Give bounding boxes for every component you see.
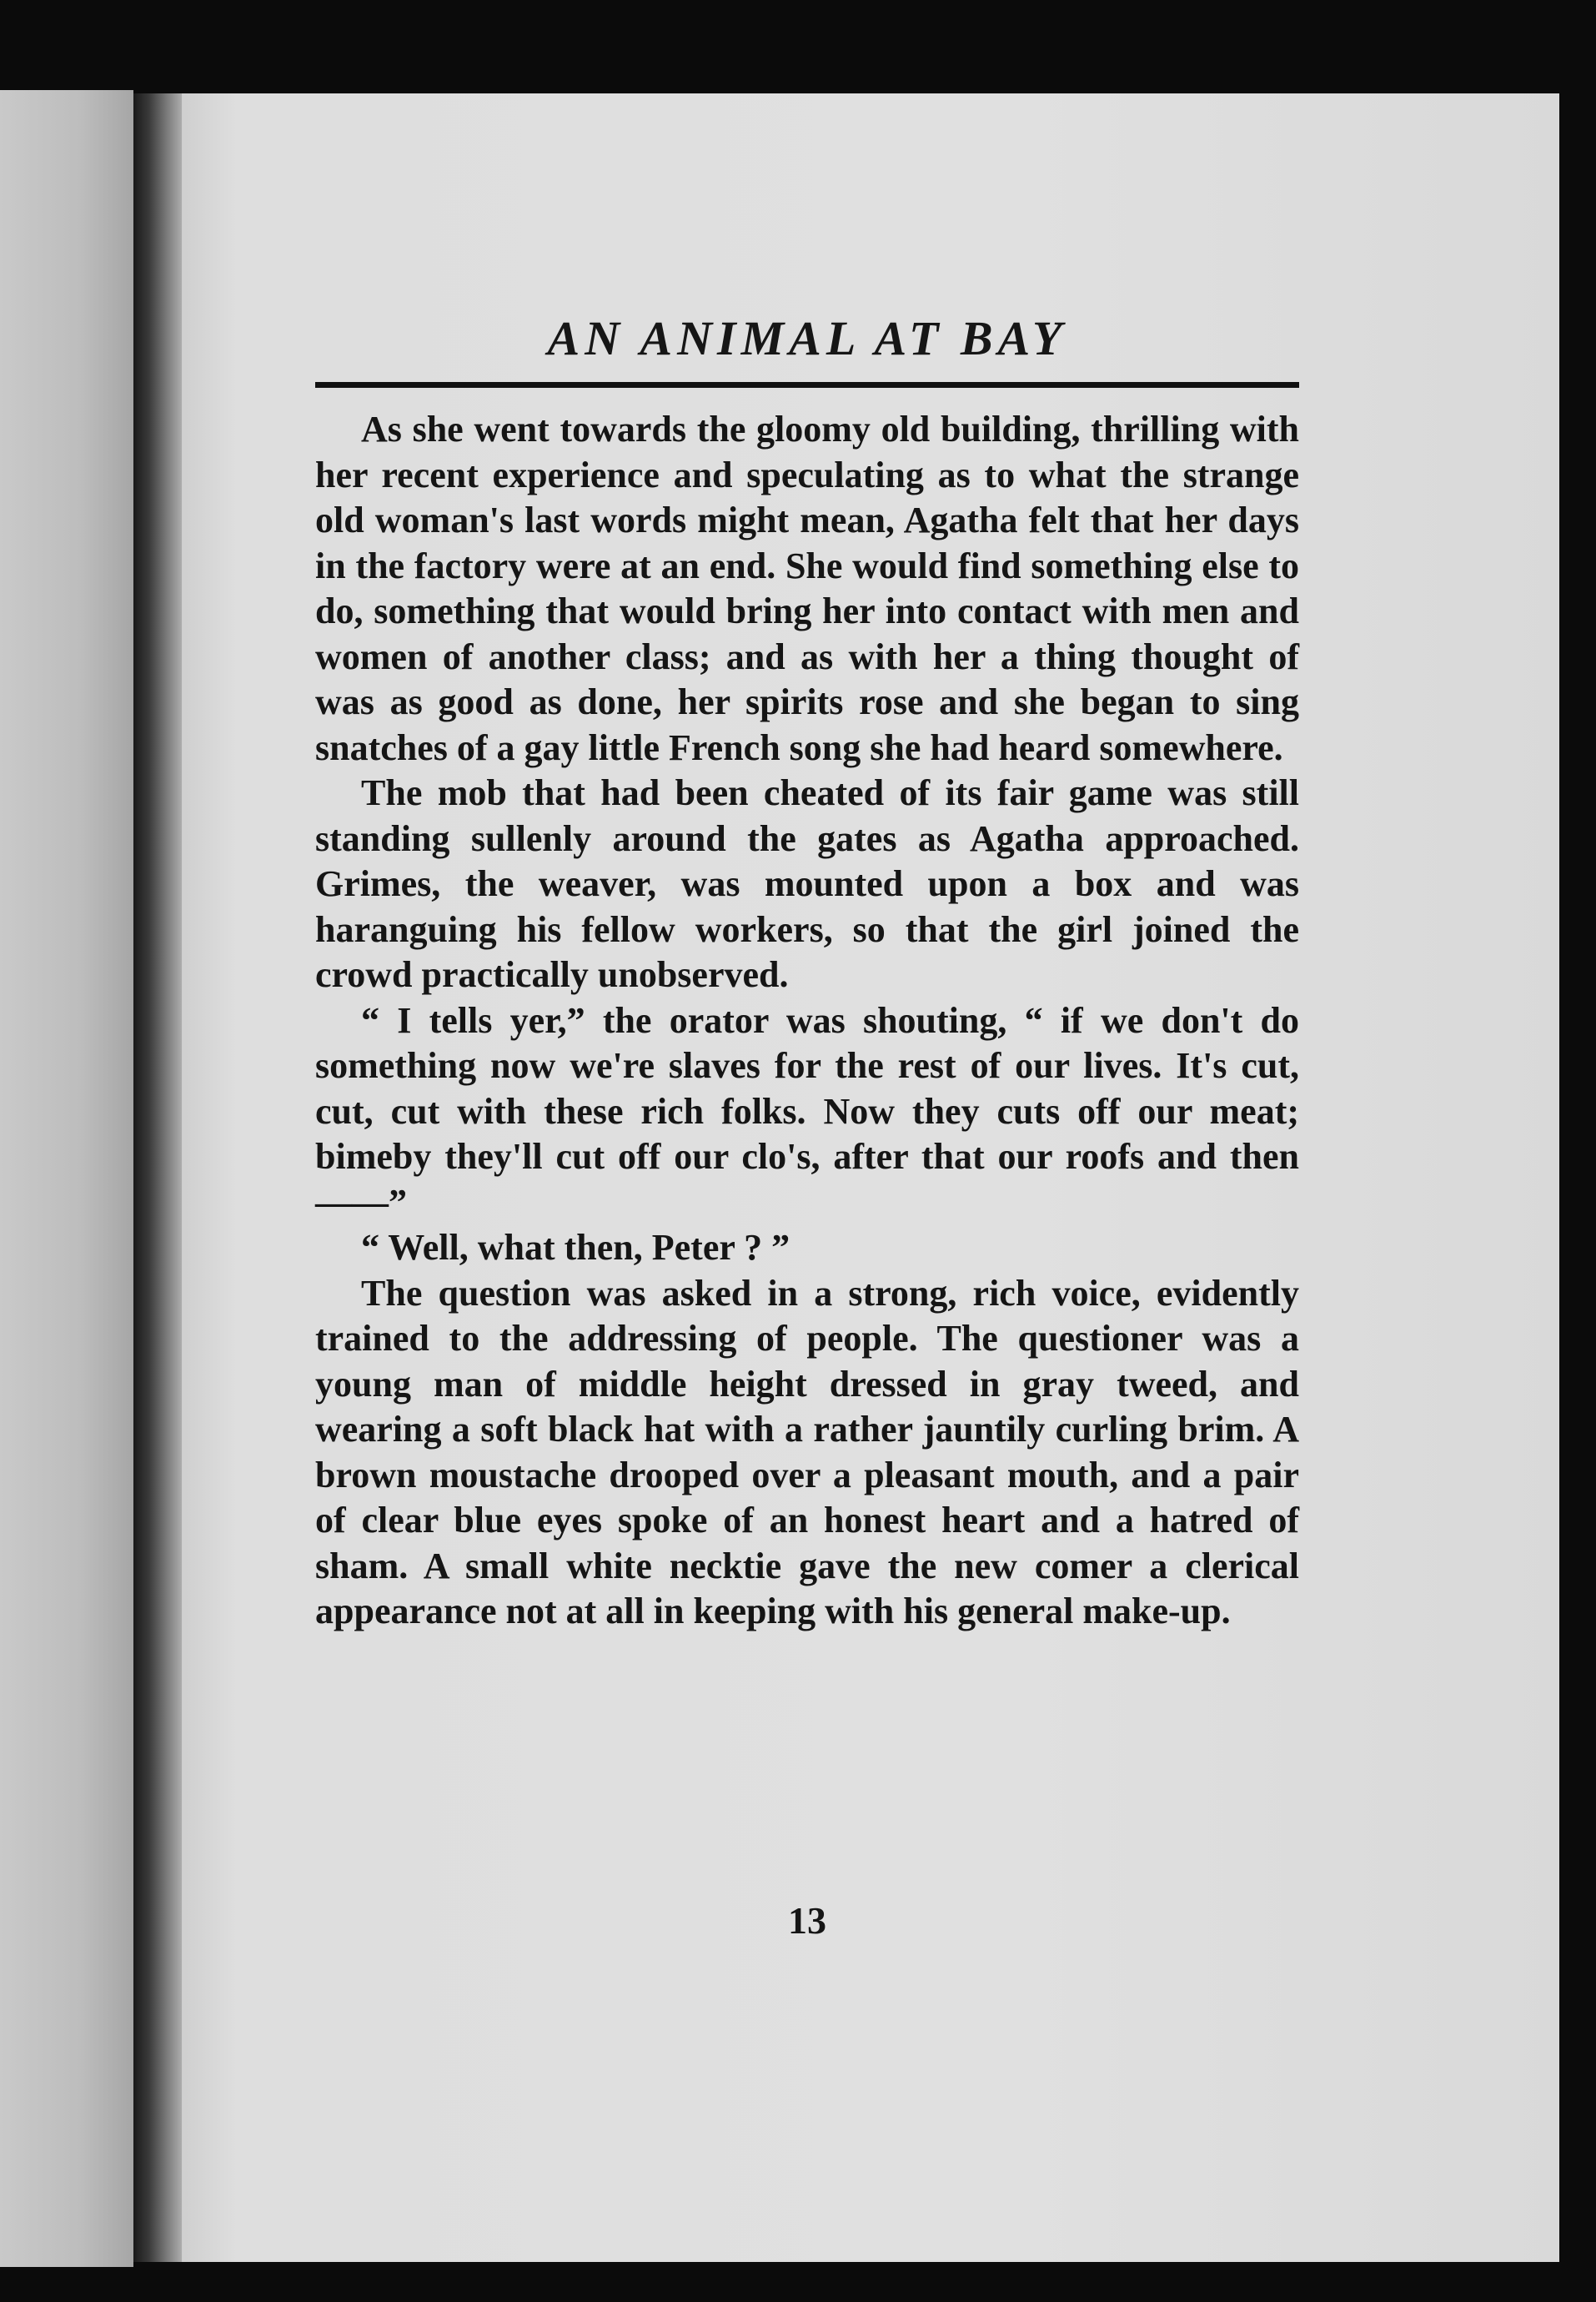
facing-page-edge — [0, 90, 133, 2267]
header-rule — [315, 382, 1299, 388]
paragraph: The mob that had been cheated of its fair game was still standing sullenly around the gates as Agatha approached. Grimes, the weaver, was mounted upon a box and was haranguing his fellow workers, so that the girl joined the crowd practically unobserved. — [315, 772, 1299, 995]
paragraph: “ Well, what then, Peter ? ” — [361, 1227, 790, 1268]
running-head: AN ANIMAL AT BAY — [547, 311, 1067, 365]
paragraph: As she went towards the gloomy old building, thrilling with her recent experience and speculating as to what the strange old woman's last words might mean, Agatha felt that her days in the factory were at an end. She would find something else to do, something that would bring her into contact with men and women of another class; and as with her a thing thought of was as good as done, her spirits rose and she began to sing snatches of a gay little French song she had heard somewhere. — [315, 409, 1299, 768]
page-number: 13 — [788, 1899, 826, 1942]
paragraph: The question was asked in a strong, rich voice, evidently trained to the addressing of people. The questioner was a young man of middle height dressed in gray tweed, and wearing a soft black hat with a rather jauntily curling brim. A brown moustache drooped over a pleasant mouth, and a pair of clear blue eyes spoke of an honest heart and a hatred of sham. A small white necktie gave the new comer a clerical appearance not at all in keeping with his general make-up. — [315, 1272, 1299, 1631]
book-gutter — [133, 93, 185, 2262]
paragraph: “ I tells yer,” the orator was shouting, “ if we don't do something now we're slaves for the rest of our lives. It's cut, cut, cut with these rich folks. Now they cuts off our meat; bimeby they'll cut off our clo's, after that our roofs and then——” — [315, 999, 1299, 1223]
body-text — [315, 407, 1299, 1635]
